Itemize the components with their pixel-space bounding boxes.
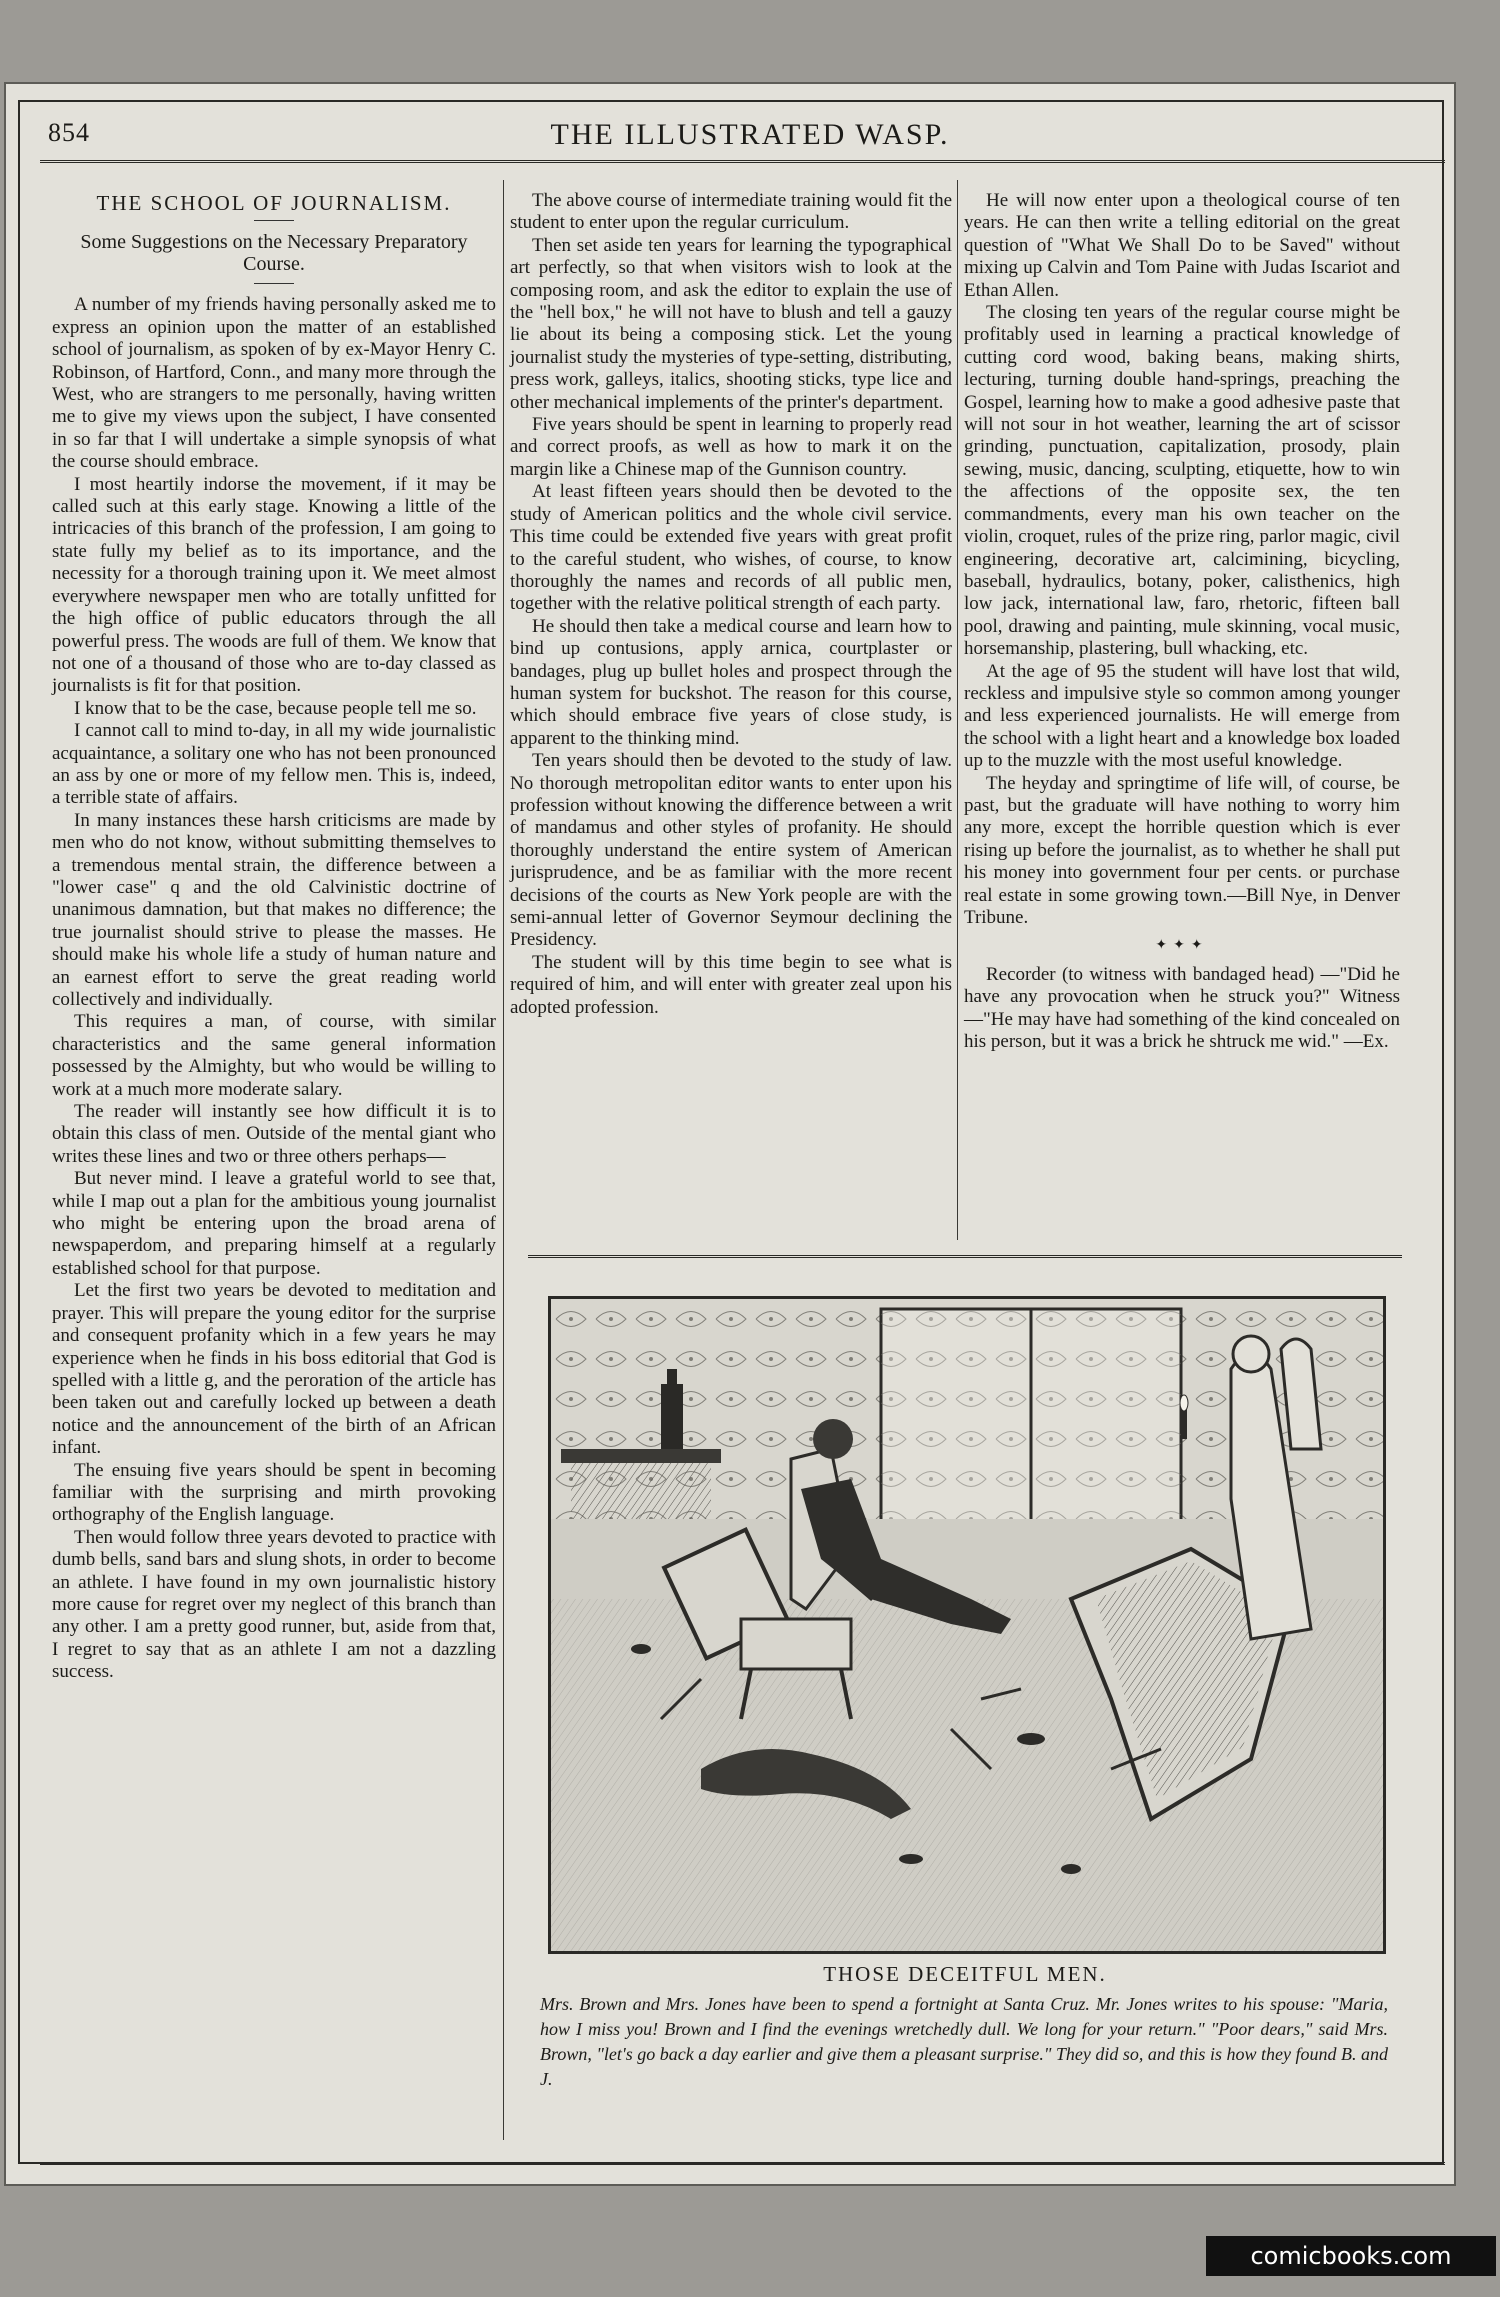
article-paragraph: He should then take a medical course and learn how to bind up contusions, apply arnica, courtplaster or bandages, plug up bullet holes and prospect through the human system for buckshot. The reason for this course, which should embrace five years of close study, is apparent to the thinking mind.	[510, 615, 952, 749]
illustration-title: THOSE DECEITFUL MEN.	[823, 1962, 1107, 1986]
article-paragraph: At the age of 95 the student will have lost that wild, reckless and impulsive style so common among younger and less experienced journalists. He will emerge from the school with a light heart and a knowledge box loaded up to the muzzle with the most useful knowledge.	[964, 660, 1400, 772]
article-paragraph: Five years should be spent in learning to properly read and correct proofs, as well as how to mark it on the margin like a Chinese map of the Gunnison country.	[510, 414, 952, 480]
masthead: THE ILLUSTRATED WASP.	[550, 118, 950, 151]
article-paragraph: I cannot call to mind to-day, in all my wide journalistic acquaintance, a solitary one who has not been pronounced an ass by one or more of my fellow men. This is, indeed, a terrible state of affairs.	[52, 720, 496, 809]
article-paragraph: Ten years should then be devoted to the study of law. No thorough metropolitan editor wants to enter upon his profession without knowing the difference between a writ of mandamus and other styles of profanity. He should thoroughly understand the entire system of American jurisprudence, and be as familiar with the more recent decisions of the courts as New York people are with the semi-annual letter of Governor Seymour declining the Presidency.	[510, 750, 952, 951]
article-paragraph: The heyday and springtime of life will, of course, be past, but the graduate will have nothing to worry him any more, except the horrible question which is ever rising up before the journalist, as to whether he shall put his money into government four per cents. or purchase real estate in some growing town.—Bill Nye, in Denver Tribune.	[964, 772, 1400, 928]
article-paragraph: A number of my friends having personally asked me to express an opinion upon the matter of an established school of journalism, as spoken of by ex-Mayor Henry C. Robinson, of Hartford, Conn., and many more through the West, who are strangers to me personally, having written me to give my views upon the subject, I have consented in so far that I will undertake a simple synopsis of what the course should embrace.	[52, 294, 496, 473]
article-paragraph: The closing ten years of the regular course might be profitably used in learning a practical knowledge of cutting cord wood, baking beans, making shirts, lecturing, turning double hand-springs, preaching the Gospel, learning how to make a good adhesive paste that will not sour in hot weather, learning the art of scissor grinding, punctuation, capitalization, prosody, plain sewing, music, dancing, sculpting, etiquette, how to win the affections of the opposite sex, the ten commandments, every man his own teacher on the violin, croquet, rules of the prize ring, parlor magic, civil engineering, decorative art, calcimining, bicycling, baseball, hydraulics, botany, poker, calisthenics, high low jack, international law, faro, rhetoric, fifteen ball pool, drawing and painting, mule skinning, vocal music, horsemanship, plastering, bull whacking, etc.	[964, 302, 1400, 660]
article-title: THE SCHOOL OF JOURNALISM.	[96, 191, 452, 215]
article-column-1	[52, 190, 496, 2130]
illustration-rule	[528, 1255, 1402, 1258]
page-number: 854	[48, 118, 90, 147]
article-paragraph: I most heartily indorse the movement, if it may be called such at this early stage. Knowing a little of the intricacies of this branch of the profession, I am going to state fully my belief as to its importance, and the necessity for a thorough training upon it. We meet almost everywhere newspaper men who are totally unfitted for the high office of public educators through the all powerful press. The woods are full of them. We know that not one of a thousand of those who are to-day classed as journalists is fit for that position.	[52, 473, 496, 697]
article-paragraph: But never mind. I leave a grateful world to see that, while I map out a plan for the ambitious young journalist who might be entering upon the broad arena of newspaperdom, and preparing himself at a regularly established school for that purpose.	[52, 1168, 496, 1279]
column-1-body	[52, 294, 496, 1683]
article-paragraph: The reader will instantly see how difficult it is to obtain this class of men. Outside of the mental giant who writes these lines and two or three others perhaps—	[52, 1101, 496, 1167]
column-rule-2	[957, 180, 958, 1240]
header-rule	[40, 160, 1445, 163]
article-paragraph: The ensuing five years should be spent in becoming familiar with the surprising and mirth provoking orthography of the English language.	[52, 1459, 496, 1526]
article-paragraph: The student will by this time begin to see what is required of him, and will enter with greater zeal upon his adopted profession.	[510, 951, 952, 1018]
article-paragraph: This requires a man, of course, with similar characteristics and the same general information possessed by the Almighty, but who would be willing to work at a much more moderate salary.	[52, 1011, 496, 1100]
article-paragraph: I know that to be the case, because people tell me so.	[74, 697, 477, 719]
column-3-body	[964, 190, 1400, 929]
title-dash	[254, 220, 294, 221]
watermark-logo: comicbooks.com	[1206, 2236, 1496, 2276]
article-column-3	[964, 190, 1400, 1230]
article-paragraph: In many instances these harsh criticisms are made by men who do not know, without submitting themselves to a tremendous mental strain, the difference between a "lower case" q and the old Calvinistic doctrine of unanimous damnation, but that makes no difference; the true journalist should strive to please the masses. He should make his whole life a study of human nature and an earnest effort to serve the great reading world collectively and individually.	[52, 809, 496, 1010]
article-paragraph: Recorder (to witness with bandaged head) —"Did he have any provocation when he struck you?" Witness—"He may have had something of the kind concealed on his person, but it was a brick he shtruck me wid." —Ex.	[964, 963, 1400, 1053]
subtitle-dash	[254, 283, 294, 284]
article-paragraph: Then set aside ten years for learning the typographical art perfectly, so that when visitors wish to look at the composing room, and ask the editor to explain the use of the "hell box," he will not have to blush and tell a gauzy lie about its being a composing stick. Let the young journalist study the mysteries of type-setting, distributing, press work, galleys, italics, shooting sticks, type lice and other mechanical implements of the printer's department.	[510, 234, 952, 413]
column-2-body	[510, 190, 952, 1019]
column-3-anecdote	[964, 964, 1400, 1054]
engraving-drawing	[551, 1299, 1383, 1951]
article-paragraph: The above course of intermediate training would fit the student to enter upon the regular curriculum.	[510, 190, 952, 234]
footer-rule	[40, 2162, 1445, 2165]
article-paragraph: Let the first two years be devoted to meditation and prayer. This will prepare the young editor for the surprise and consequent profanity which in a few years he may experience when he finds in his boss editorial that God is spelled with a little g, and the peroration of the article has been taken out and carefully locked up between a death notice and the announcement of the birth of an African infant.	[52, 1280, 496, 1459]
article-subtitle: Some Suggestions on the Necessary Preparatory Course.	[80, 231, 468, 276]
engraving-illustration	[548, 1296, 1386, 1954]
article-column-2	[510, 190, 952, 1230]
illustration-caption: Mrs. Brown and Mrs. Jones have been to spend a fortnight at Santa Cruz. Mr. Jones writes to his spouse: "Maria, how I miss you! Brown and I find the evenings wretchedly dull. We long for your return." "Poor dears," said Mrs. Brown, "let's go back a day earlier and give them a pleasant surprise." They did so, and this is how they found B. and J.	[540, 1994, 1388, 2089]
column-rule-1	[503, 180, 504, 2140]
article-paragraph: Then would follow three years devoted to practice with dumb bells, sand bars and slung shots, in order to become an athlete. I have found in my own journalistic history more cause for regret over my neglect of this branch than any other. I am a pretty good runner, but, aside from that, I regret to say that as an athlete I am not a dazzling success.	[52, 1526, 496, 1683]
article-paragraph: At least fifteen years should then be devoted to the study of American politics and the whole civil service. This time could be extended five years with great profit to the careful student, who wishes, of course, to know thoroughly the names and records of all public men, together with the relative political strength of each party.	[510, 481, 952, 615]
separator-ornament: ✦✦✦	[1155, 938, 1209, 954]
article-paragraph: He will now enter upon a theological course of ten years. He can then write a telling editorial on the great question of "What We Shall Do to be Saved" without mixing up Calvin and Tom Paine with Judas Iscariot and Ethan Allen.	[964, 190, 1400, 301]
